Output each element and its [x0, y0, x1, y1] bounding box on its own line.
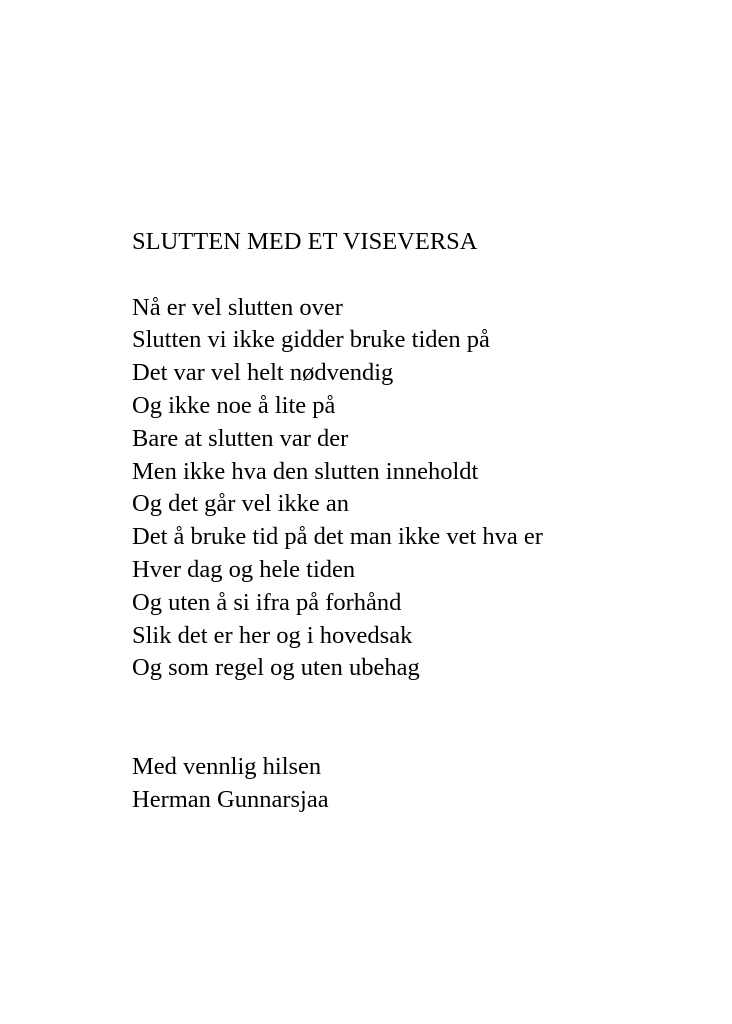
poem-line: Hver dag og hele tiden: [132, 555, 356, 583]
poem-line: Og ikke noe å lite på: [132, 391, 336, 419]
signature-block: [132, 751, 712, 817]
poem-line: Det å bruke tid på det man ikke vet hva er: [132, 523, 543, 551]
poem-title: SLUTTEN MED ET VISEVERSA: [132, 228, 478, 255]
poem-line: Slik det er her og i hovedsak: [132, 621, 413, 649]
poem-line: Bare at slutten var der: [132, 424, 349, 452]
poem-content: [132, 226, 712, 816]
poem-line: Og som regel og uten ubehag: [132, 654, 420, 682]
poem-line: Men ikke hva den slutten inneholdt: [132, 457, 479, 485]
closing-text: Med vennlig hilsen: [132, 752, 322, 780]
poem-line: Og uten å si ifra på forhånd: [132, 588, 402, 616]
poem-line: Nå er vel slutten over: [132, 293, 343, 321]
author-name: Herman Gunnarsjaa: [132, 785, 329, 813]
poem-line: Og det går vel ikke an: [132, 490, 350, 518]
poem-line: Slutten vi ikke gidder bruke tiden på: [132, 326, 490, 354]
poem-line: Det var vel helt nødvendig: [132, 359, 394, 387]
poem-body: [132, 292, 712, 686]
